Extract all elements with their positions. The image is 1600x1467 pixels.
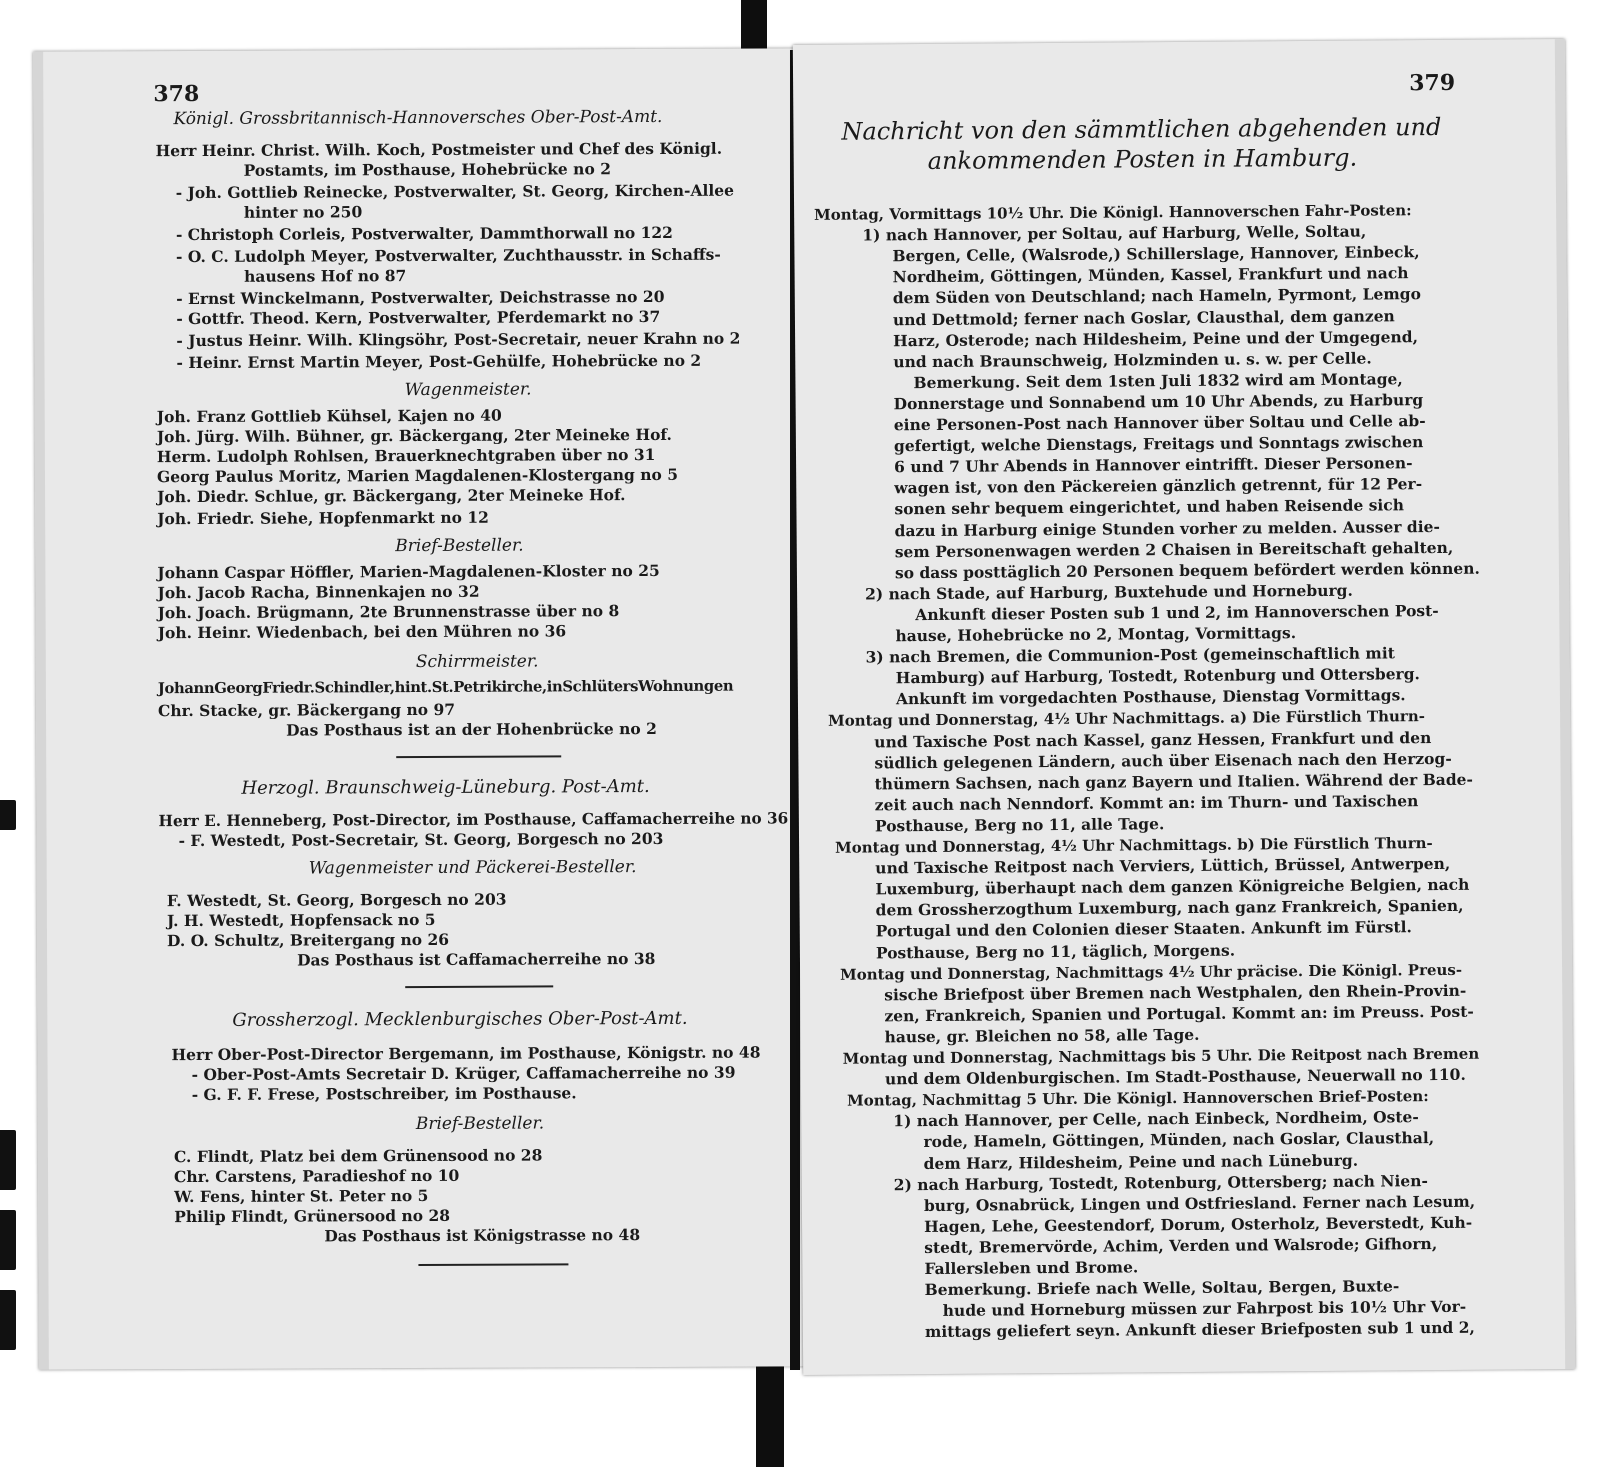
- left-page: [33, 48, 807, 1369]
- entry: Herr Heinr. Christ. Wilh. Koch, Postmeister und Chef des Königl.: [155, 138, 723, 161]
- entry: Postamts, im Posthause, Hohebrücke no 2: [243, 159, 611, 180]
- schedule-line: hause, Hohebrücke no 2, Montag, Vormittags.: [895, 623, 1297, 646]
- schedule-line: 2) nach Stade, auf Harburg, Buxtehude und Horneburg.: [865, 580, 1353, 604]
- schedule-line: Montag und Donnerstag, 4½ Uhr Nachmittags. a) Die Fürstlich Thurn-: [828, 707, 1425, 731]
- page-number-right: 379: [1409, 69, 1456, 97]
- schedule-line: Posthause, Berg no 11, alle Tage.: [874, 814, 1165, 836]
- entry: JohannGeorgFriedr.Schindler,hint.St.Petrikirche,inSchlütersWohnungen: [157, 677, 734, 698]
- entry: - Gottfr. Theod. Kern, Postverwalter, Pferdemarkt no 37: [176, 306, 661, 329]
- entry: - Joh. Gottlieb Reinecke, Postverwalter, St. Georg, Kirchen-Allee: [175, 180, 735, 203]
- scan-edge-strip: [0, 800, 18, 1360]
- entry: Joh. Jacob Racha, Binnenkajen no 32: [157, 581, 480, 603]
- schedule-line: und Taxische Reitpost nach Verviers, Lüttich, Brüssel, Antwerpen,: [875, 854, 1451, 878]
- schedule-line: gefertigt, welche Dienstags, Freitags und Sonntags zwischen: [893, 432, 1424, 456]
- section-title-hannover: Königl. Grossbritannisch-Hannoversches Ober-Post-Amt.: [173, 106, 663, 130]
- subheading-brief-besteller: Brief-Besteller.: [395, 535, 524, 557]
- entry: Joh. Friedr. Siehe, Hopfenmarkt no 12: [157, 507, 489, 529]
- subheading-schirrmeister: Schirrmeister.: [415, 651, 539, 673]
- schedule-line: und Taxische Post nach Kassel, ganz Hessen, Frankfurt und den: [874, 727, 1432, 751]
- entry: F. Westedt, St. Georg, Borgesch no 203: [166, 889, 507, 911]
- posthaus-note: Das Posthaus ist Königstrasse no 48: [324, 1225, 641, 1246]
- schedule-line: so dass posttäglich 20 Personen bequem befördert werden können.: [894, 558, 1480, 582]
- page-number-left: 378: [153, 80, 200, 108]
- section-title-mecklenburg: Grossherzogl. Mecklenburgisches Ober-Post-Amt.: [232, 1007, 688, 1031]
- schedule-line: 1) nach Hannover, per Soltau, auf Harburg, Welle, Soltau,: [862, 221, 1367, 245]
- schedule-line: hude und Horneburg müssen zur Fahrpost bis 10½ Uhr Vor-: [942, 1296, 1467, 1321]
- schedule-line: 3) nach Bremen, die Communion-Post (gemeinschaftlich mit: [865, 643, 1395, 667]
- entry: - Ober-Post-Amts Secretair D. Krüger, Caffamacherreihe no 39: [191, 1062, 736, 1084]
- schedule-line: Montag und Donnerstag, Nachmittags bis 5 Uhr. Die Reitpost nach Bremen: [842, 1044, 1480, 1068]
- posthaus-note: Das Posthaus ist Caffamacherreihe no 38: [297, 948, 656, 970]
- entry: hausens Hof no 87: [244, 266, 407, 286]
- page-title-line2: ankommenden Posten in Hamburg.: [927, 143, 1358, 175]
- schedule-line: sische Briefpost über Bremen nach Westphalen, den Rhein-Provin-: [884, 980, 1467, 1005]
- entry: J. H. Westedt, Hopfensack no 5: [166, 909, 436, 931]
- entry: Philip Flindt, Grünersood no 28: [174, 1205, 451, 1227]
- entry: Chr. Carstens, Paradieshof no 10: [173, 1165, 460, 1187]
- entry: - Heinr. Ernst Martin Meyer, Post-Gehülfe, Hohebrücke no 2: [176, 350, 702, 373]
- schedule-line: Montag und Donnerstag, 4½ Uhr Nachmittags. b) Die Fürstlich Thurn-: [835, 834, 1433, 857]
- schedule-line: rode, Hameln, Göttingen, Münden, nach Goslar, Clausthal,: [923, 1128, 1435, 1152]
- schedule-line: dem Harz, Hildesheim, Peine und nach Lüneburg.: [923, 1150, 1359, 1173]
- entry: Joh. Franz Gottlieb Kühsel, Kajen no 40: [156, 405, 502, 427]
- entry: Joh. Diedr. Schlue, gr. Bäckergang, 2ter Meineke Hof.: [157, 485, 626, 507]
- schedule-line: südlich gelegenen Ländern, auch über Eisenach nach den Herzog-: [874, 748, 1452, 773]
- entry: Joh. Jürg. Wilh. Bühner, gr. Bäckergang, 2ter Meineke Hof.: [156, 424, 672, 447]
- schedule-line: 1) nach Hannover, per Celle, nach Einbeck, Nordheim, Oste-: [893, 1107, 1419, 1131]
- schedule-line: 2) nach Harburg, Tostedt, Rotenburg, Ottersberg; nach Nien-: [893, 1170, 1428, 1194]
- schedule-line: Posthause, Berg no 11, täglich, Morgens.: [875, 940, 1236, 962]
- schedule-line: Montag, Nachmittag 5 Uhr. Die Königl. Hannoverschen Brief-Posten:: [847, 1087, 1429, 1110]
- entry: - Ernst Winckelmann, Postverwalter, Deichstrasse no 20: [176, 286, 665, 309]
- subheading-wagenmeister-paeckerei: Wagenmeister und Päckerei-Besteller.: [308, 857, 637, 879]
- schedule-line: dem Grossherzogthum Luxemburg, nach ganz Frankreich, Spanien,: [875, 896, 1464, 920]
- page-title-line1: Nachricht von den sämmtlichen abgehenden und: [841, 112, 1442, 146]
- schedule-line: Fallersleben und Brome.: [924, 1257, 1139, 1279]
- entry: Herr E. Henneberg, Post-Director, im Posthause, Caffamacherreihe no 36: [158, 808, 789, 831]
- schedule-line: Harz, Osterode; nach Hildesheim, Peine und der Umgegend,: [893, 326, 1419, 350]
- schedule-line: Montag und Donnerstag, Nachmittags 4½ Uhr präcise. Die Königl. Preus-: [840, 960, 1463, 984]
- posthaus-note: Das Posthaus ist an der Hohenbrücke no 2: [286, 718, 657, 740]
- schedule-line: Nordheim, Göttingen, Münden, Kassel, Frankfurt und nach: [892, 263, 1409, 287]
- subheading-brief-besteller-2: Brief-Besteller.: [415, 1113, 545, 1135]
- schedule-line: und Dettmold; ferner nach Goslar, Clausthal, dem ganzen: [892, 305, 1395, 329]
- entry: Chr. Stacke, gr. Bäckergang no 97: [157, 699, 456, 721]
- schedule-line: sem Personenwagen werden 2 Chaisen in Bereitschaft gehalten,: [894, 537, 1454, 561]
- schedule-line: Portugal und den Colonien dieser Staaten. Ankunft im Fürstl.: [875, 917, 1412, 941]
- entry: Georg Paulus Moritz, Marien Magdalenen-Klostergang no 5: [156, 464, 679, 487]
- entry: D. O. Schultz, Breitergang no 26: [166, 929, 450, 951]
- divider: [405, 985, 553, 988]
- entry: hinter no 250: [243, 202, 363, 222]
- schedule-line: Bemerkung. Briefe nach Welle, Soltau, Bergen, Buxte-: [924, 1276, 1400, 1300]
- schedule-line: wagen ist, von den Päckereien gänzlich getrennt, für 12 Per-: [894, 474, 1423, 498]
- schedule-line: Ankunft im vorgedachten Posthause, Dienstag Vormittags.: [895, 685, 1406, 709]
- schedule-line: eine Personen-Post nach Hannover über Soltau und Celle ab-: [893, 411, 1426, 435]
- entry: - G. F. F. Frese, Postschreiber, im Posthause.: [191, 1083, 577, 1104]
- schedule-line: Montag, Vormittags 10½ Uhr. Die Königl. Hannoverschen Fahr-Posten:: [814, 201, 1412, 224]
- schedule-line: dazu in Harburg einige Stunden vorher zu melden. Ausser die-: [894, 516, 1440, 540]
- entry: Johann Caspar Höffler, Marien-Magdalenen-Kloster no 25: [157, 560, 660, 583]
- entry: W. Fens, hinter St. Peter no 5: [174, 1185, 429, 1207]
- entry: Joh. Joach. Brügmann, 2te Brunnenstrasse über no 8: [157, 601, 620, 623]
- schedule-line: zeit auch nach Nenndorf. Kommt an: im Thurn- und Taxischen: [874, 790, 1419, 815]
- entry: - F. Westedt, Post-Secretair, St. Georg, Borgesch no 203: [178, 828, 664, 851]
- schedule-line: zen, Frankreich, Spanien und Portugal. Kommt an: im Preuss. Post-: [884, 1001, 1474, 1026]
- entry: - Christoph Corleis, Postverwalter, Dammthorwall no 122: [175, 222, 673, 245]
- right-page: [793, 39, 1575, 1375]
- schedule-line: Luxemburg, überhaupt nach dem ganzen Königreiche Belgien, nach: [875, 874, 1470, 899]
- entry: Herm. Ludolph Rohlsen, Brauerknechtgraben über no 31: [156, 444, 656, 467]
- section-title-braunschweig: Herzogl. Braunschweig-Lüneburg. Post-Amt.: [241, 775, 650, 799]
- schedule-line: stedt, Bremervörde, Achim, Verden und Walsrode; Gifhorn,: [924, 1233, 1438, 1257]
- schedule-line: Hamburg) auf Harburg, Tostedt, Rotenburg und Ottersberg.: [895, 664, 1420, 688]
- schedule-line: dem Süden von Deutschland; nach Hameln, Pyrmont, Lemgo: [892, 284, 1421, 308]
- entry: - O. C. Ludolph Meyer, Postverwalter, Zuchthausstr. in Schaffs-: [175, 244, 721, 267]
- schedule-line: Bemerkung. Seit dem 1sten Juli 1832 wird am Montage,: [913, 369, 1403, 392]
- schedule-line: Bergen, Celle, (Walsrode,) Schillerslage, Hannover, Einbeck,: [892, 242, 1420, 266]
- entry: - Justus Heinr. Wilh. Klingsöhr, Post-Secretair, neuer Krahn no 2: [176, 328, 741, 351]
- divider: [396, 755, 561, 758]
- divider: [418, 1263, 568, 1266]
- schedule-line: und nach Braunschweig, Holzminden u. s. w. per Celle.: [893, 348, 1372, 371]
- schedule-line: Donnerstage und Sonnabend um 10 Uhr Abends, zu Harburg: [893, 390, 1424, 414]
- subheading-wagenmeister: Wagenmeister.: [404, 379, 532, 401]
- entry: Herr Ober-Post-Director Bergemann, im Posthause, Königstr. no 48: [171, 1042, 761, 1065]
- entry: Joh. Heinr. Wiedenbach, bei den Mühren no 36: [157, 621, 567, 643]
- schedule-line: 6 und 7 Uhr Abends in Hannover eintrifft. Dieser Personen-: [894, 453, 1413, 477]
- schedule-line: Hagen, Lehe, Geestendorf, Dorum, Osterholz, Beverstedt, Kuh-: [923, 1212, 1473, 1236]
- book-spine-bottom: [756, 1360, 784, 1467]
- schedule-line: und dem Oldenburgischen. Im Stadt-Posthause, Neuerwall no 110.: [884, 1064, 1466, 1089]
- schedule-line: mittags geliefert seyn. Ankunft dieser Briefposten sub 1 und 2,: [924, 1318, 1475, 1342]
- schedule-line: Ankunft dieser Posten sub 1 und 2, im Hannoverschen Post-: [915, 600, 1439, 624]
- schedule-line: sonen sehr bequem eingerichtet, und haben Reisende sich: [894, 495, 1405, 519]
- schedule-line: thümern Sachsen, nach ganz Bayern und Italien. Während der Bade-: [874, 769, 1474, 794]
- schedule-line: burg, Osnabrück, Lingen und Ostfriesland. Ferner nach Lesum,: [923, 1191, 1476, 1215]
- schedule-line: hause, gr. Bleichen no 58, alle Tage.: [884, 1024, 1200, 1047]
- entry: C. Flindt, Platz bei dem Grünensood no 28: [173, 1145, 543, 1167]
